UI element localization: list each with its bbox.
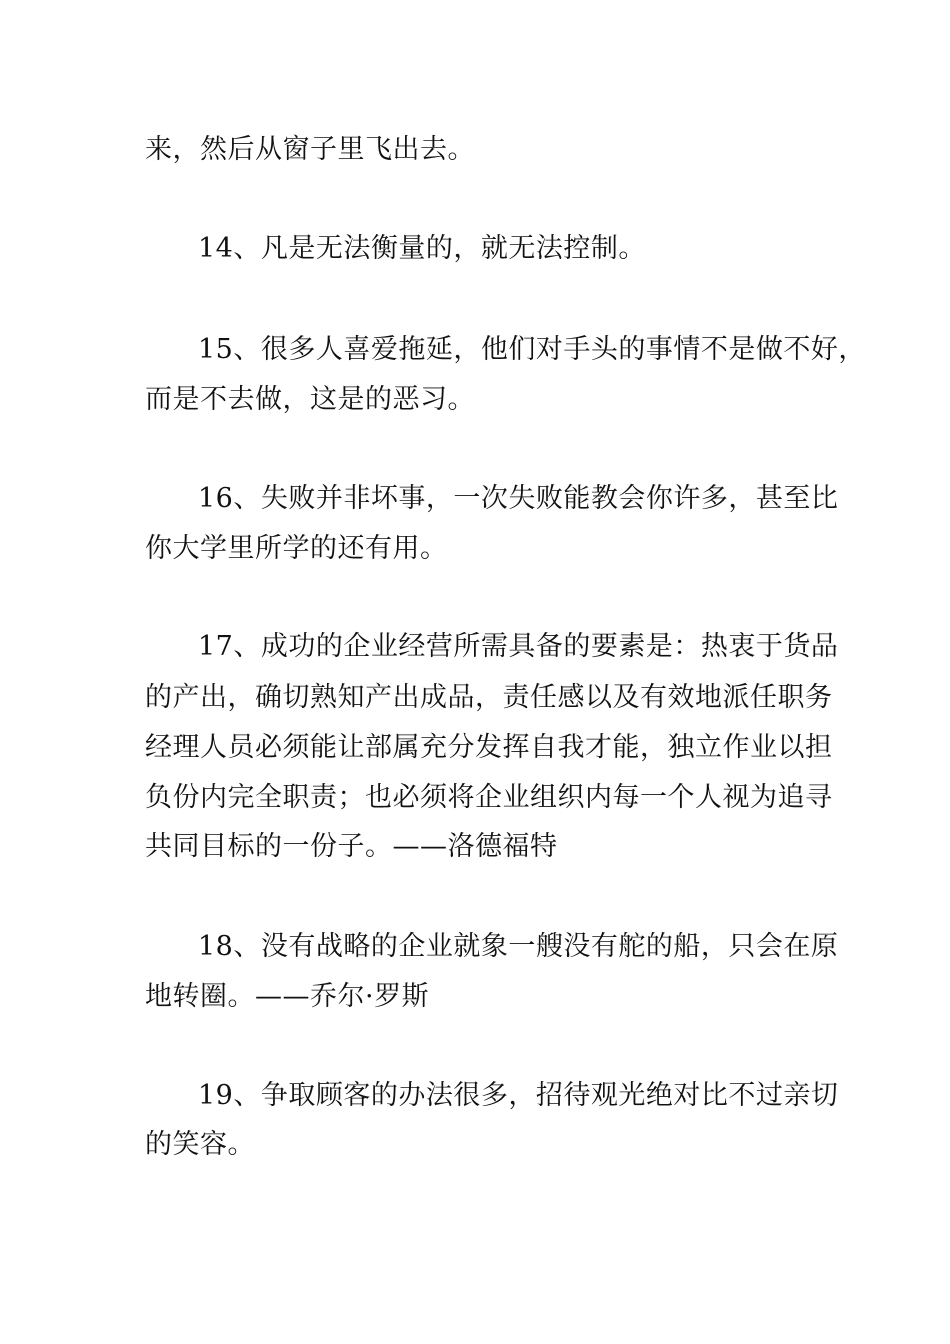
paragraph-13-line-1: 来，然后从窗子里飞出去。 bbox=[145, 134, 475, 165]
paragraph-17-line-2: 的产出，确切熟知产出成品，责任感以及有效地派任职务 bbox=[145, 682, 833, 713]
paragraph-16-line-1: 16、失败并非坏事，一次失败能教会你许多，甚至比 bbox=[198, 483, 839, 514]
paragraph-19-line-1: 19、争取顾客的办法很多，招待观光绝对比不过亲切 bbox=[198, 1080, 839, 1111]
paragraph-18-line-2: 地转圈。——乔尔·罗斯 bbox=[145, 981, 430, 1012]
paragraph-17-line-3: 经理人员必须能让部属充分发挥自我才能，独立作业以担 bbox=[145, 732, 833, 763]
paragraph-19-line-2: 的笑容。 bbox=[145, 1129, 255, 1160]
paragraph-17-line-5: 共同目标的一份子。——洛德福特 bbox=[145, 831, 558, 862]
paragraph-14-line-1: 14、凡是无法衡量的，就无法控制。 bbox=[198, 233, 646, 264]
paragraph-15-line-2: 而是不去做，这是的恶习。 bbox=[145, 384, 475, 415]
paragraph-16-line-2: 你大学里所学的还有用。 bbox=[145, 533, 448, 564]
paragraph-15-line-1: 15、很多人喜爱拖延，他们对手头的事情不是做不好， bbox=[198, 334, 866, 365]
paragraph-17-line-1: 17、成功的企业经营所需具备的要素是：热衷于货品 bbox=[198, 631, 839, 662]
paragraph-18-line-1: 18、没有战略的企业就象一艘没有舵的船，只会在原 bbox=[198, 931, 839, 962]
paragraph-17-line-4: 负份内完全职责；也必须将企业组织内每一个人视为追寻 bbox=[145, 782, 833, 813]
